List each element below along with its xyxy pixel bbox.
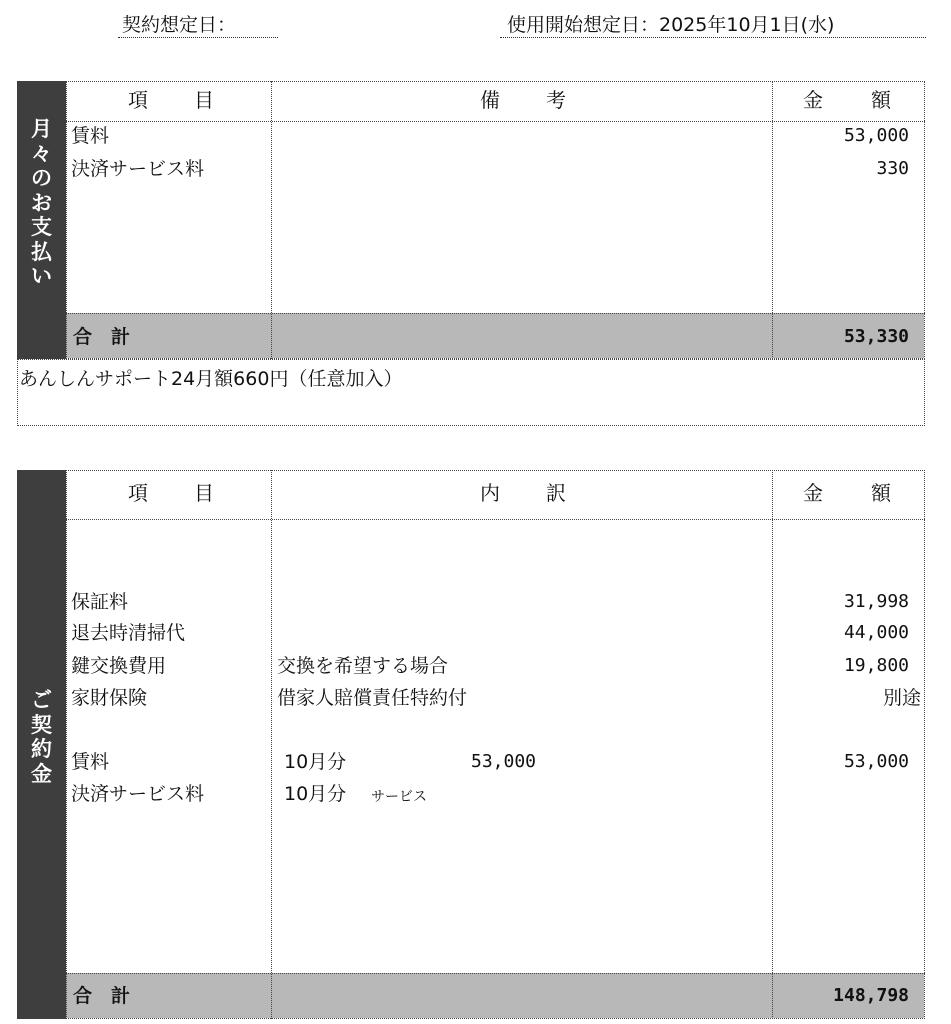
- contract-row-detail: 借家人賠償責任特約付: [277, 687, 468, 709]
- monthly-header-divider: [66, 121, 925, 122]
- monthly-side-text: 月 々 の お 支 払 い: [31, 117, 52, 288]
- contract-row-item: 家財保険: [71, 687, 148, 709]
- contract-date-label: 契約想定日：: [122, 14, 237, 36]
- monthly-col-divider-2: [772, 81, 773, 359]
- contract-row-item: 決済サービス料: [71, 783, 205, 805]
- contract-row-amount: 31,998: [843, 591, 909, 612]
- contract-row-detail: 10月分: [284, 751, 347, 773]
- monthly-table-border: [66, 81, 925, 359]
- monthly-row-item: 決済サービス料: [71, 158, 205, 180]
- monthly-col-divider-1: [271, 81, 272, 359]
- contract-date-underline: [118, 37, 278, 38]
- monthly-row-amount: 330: [876, 158, 909, 179]
- contract-side-label: [17, 470, 66, 1019]
- start-date-label: 使用開始想定日：2025年10月1日(水): [507, 14, 835, 36]
- contract-row-item: 鍵交換費用: [71, 655, 167, 677]
- contract-row-item: 賃料: [71, 751, 110, 773]
- monthly-side-label: [17, 81, 66, 359]
- contract-row-detail: 10月分: [284, 783, 347, 805]
- contract-side-text: ご 契 約 金: [31, 688, 52, 786]
- contract-header-divider: [66, 519, 925, 520]
- contract-row-amount: 44,000: [843, 622, 909, 643]
- contract-row-item: 保証料: [71, 591, 129, 613]
- contract-row-amount: 19,800: [843, 655, 909, 676]
- contract-total-divider: [66, 973, 925, 974]
- start-date-underline: [500, 37, 926, 38]
- contract-row-item: 退去時清掃代: [71, 622, 186, 644]
- monthly-total-amount: 53,330: [843, 326, 909, 347]
- contract-total-amount: 148,798: [833, 985, 909, 1006]
- contract-row-amount: 別途: [882, 687, 921, 709]
- contract-total-label: 合 計: [73, 985, 131, 1007]
- contract-row-detail-value: 53,000: [471, 751, 537, 772]
- contract-col-divider-2: [772, 470, 773, 1019]
- contract-row-detail-small: サービス: [371, 789, 427, 805]
- monthly-total-divider: [66, 313, 925, 314]
- monthly-row-item: 賃料: [71, 125, 110, 147]
- monthly-note-text: あんしんサポート24月額660円（任意加入）: [19, 368, 403, 390]
- monthly-total-label: 合 計: [73, 326, 131, 348]
- contract-row-amount: 53,000: [843, 751, 909, 772]
- monthly-row-amount: 53,000: [843, 125, 909, 146]
- contract-table-border: [66, 470, 925, 1019]
- contract-col-divider-1: [271, 470, 272, 1019]
- contract-row-detail: 交換を希望する場合: [277, 655, 449, 677]
